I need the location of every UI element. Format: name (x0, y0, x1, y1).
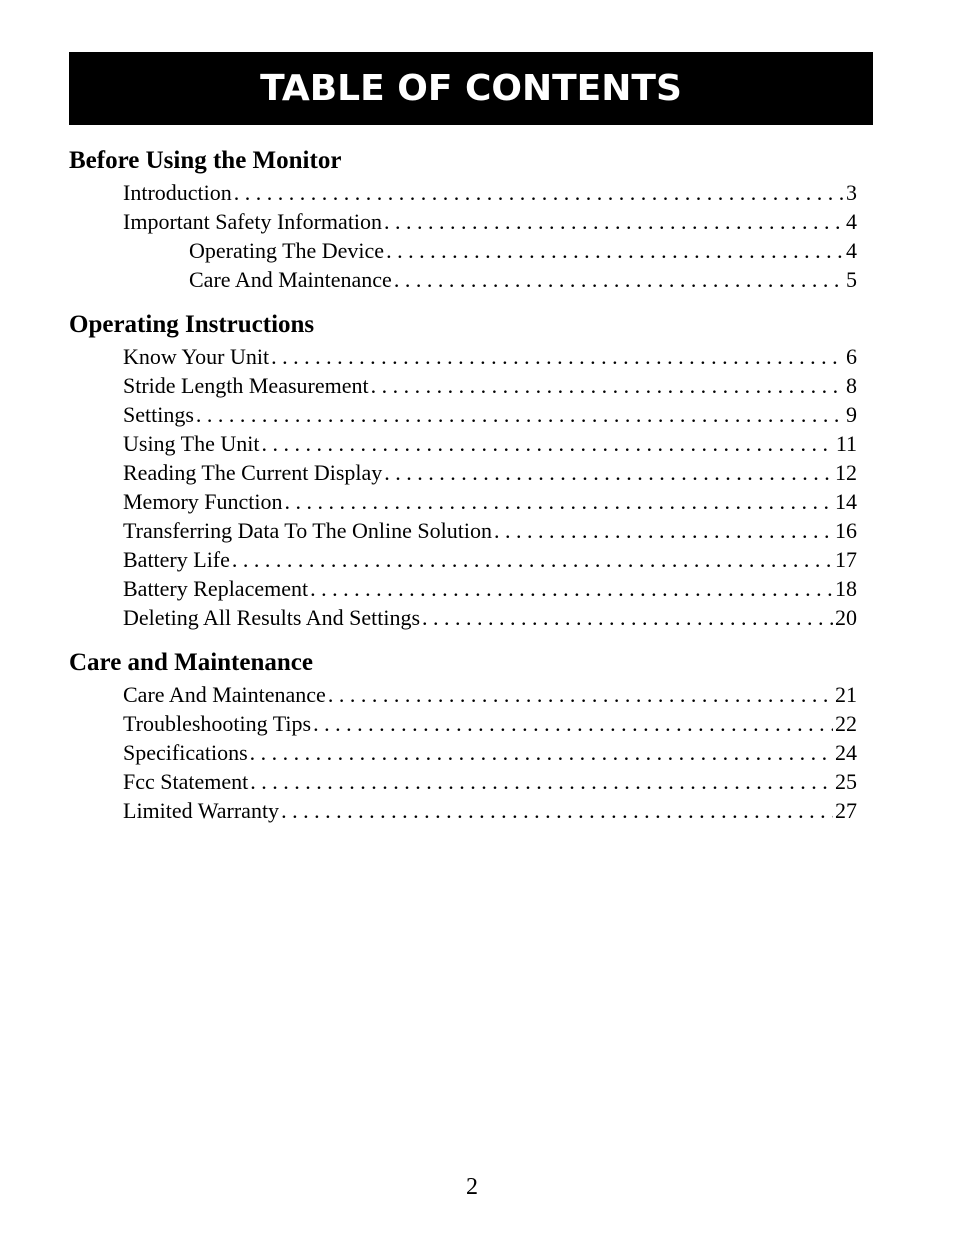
dot-leader (386, 236, 844, 265)
toc-entry-label: Specifications (123, 740, 248, 765)
page-number: 2 (466, 1174, 478, 1200)
dot-leader (313, 709, 833, 738)
toc-entry[interactable] (69, 516, 857, 545)
toc-entry[interactable] (69, 265, 857, 294)
dot-leader (422, 603, 833, 632)
toc-entry[interactable] (69, 400, 857, 429)
toc-section (69, 143, 857, 294)
toc-entry-page: 8 (846, 373, 857, 398)
dot-leader (250, 767, 833, 796)
toc-entry-label: Memory Function (123, 489, 283, 514)
toc-entry[interactable] (69, 709, 857, 738)
dot-leader (281, 796, 833, 825)
toc-entry[interactable] (69, 767, 857, 796)
dot-leader (494, 516, 833, 545)
toc-entry-page: 4 (846, 238, 857, 263)
toc-entry-label: Settings (123, 402, 194, 427)
toc-entry-label: Battery Life (123, 547, 230, 572)
toc-entry-label: Battery Replacement (123, 576, 309, 601)
title-banner (69, 52, 873, 125)
toc-entry-label: Stride Length Measurement (123, 373, 369, 398)
dot-leader (371, 371, 844, 400)
toc-entry-label: Introduction (123, 180, 232, 205)
toc-entry-page: 20 (835, 605, 857, 630)
dot-leader (328, 680, 833, 709)
dot-leader (196, 400, 844, 429)
toc-section (69, 645, 857, 825)
toc-entry[interactable] (69, 371, 857, 400)
toc-entry[interactable] (69, 574, 857, 603)
section-heading: Care and Maintenance (69, 649, 313, 676)
toc-entry-label: Using The Unit (123, 431, 260, 456)
dot-leader (261, 429, 833, 458)
toc-entry[interactable] (69, 603, 857, 632)
dot-leader (310, 574, 833, 603)
toc-entry-page: 24 (835, 740, 857, 765)
toc-entry-page: 9 (846, 402, 857, 427)
toc-entry-page: 22 (835, 711, 857, 736)
dot-leader (285, 487, 834, 516)
toc-entry[interactable] (69, 458, 857, 487)
toc-entry-page: 11 (835, 431, 857, 456)
toc-entry-page: 27 (835, 798, 857, 823)
toc-entry[interactable] (69, 738, 857, 767)
dot-leader (250, 738, 833, 767)
toc-entry[interactable] (69, 680, 857, 709)
toc-entry-page: 14 (835, 489, 857, 514)
toc-entry-page: 18 (835, 576, 857, 601)
dot-leader (232, 545, 833, 574)
toc-section (69, 307, 857, 632)
section-heading: Before Using the Monitor (69, 147, 342, 174)
toc-entry[interactable] (69, 487, 857, 516)
toc-entry-page: 25 (835, 769, 857, 794)
toc-entry[interactable] (69, 429, 857, 458)
table-of-contents (69, 143, 857, 825)
toc-entry-label: Limited Warranty (123, 798, 280, 823)
toc-entry-page: 21 (835, 682, 857, 707)
page-title: TABLE OF CONTENTS (260, 67, 682, 109)
toc-entry-label: Transferring Data To The Online Solution (123, 518, 492, 543)
dot-leader (384, 207, 844, 236)
toc-entry-page: 4 (846, 209, 857, 234)
toc-entry[interactable] (69, 207, 857, 236)
toc-entry[interactable] (69, 796, 857, 825)
toc-entry-label: Deleting All Results And Settings (123, 605, 421, 630)
section-heading: Operating Instructions (69, 311, 315, 338)
toc-entry-label: Care And Maintenance (123, 682, 326, 707)
toc-entry-page: 6 (846, 344, 857, 369)
dot-leader (384, 458, 833, 487)
dot-leader (271, 342, 844, 371)
toc-entry-page: 5 (846, 267, 857, 292)
toc-entry-label: Fcc Statement (123, 769, 249, 794)
toc-entry-label: Know Your Unit (123, 344, 270, 369)
dot-leader (394, 265, 844, 294)
toc-entry-label: Operating The Device (189, 238, 385, 263)
toc-entry-page: 17 (835, 547, 857, 572)
toc-entry-page: 3 (846, 180, 857, 205)
toc-entry[interactable] (69, 545, 857, 574)
toc-entry-label: Care And Maintenance (189, 267, 392, 292)
dot-leader (234, 178, 844, 207)
toc-entry[interactable] (69, 236, 857, 265)
toc-entry-label: Reading The Current Display (123, 460, 383, 485)
toc-entry-label: Troubleshooting Tips (123, 711, 312, 736)
toc-entry-label: Important Safety Information (123, 209, 383, 234)
toc-entry-page: 12 (835, 460, 857, 485)
toc-entry[interactable] (69, 342, 857, 371)
toc-entry[interactable] (69, 178, 857, 207)
toc-entry-page: 16 (835, 518, 857, 543)
